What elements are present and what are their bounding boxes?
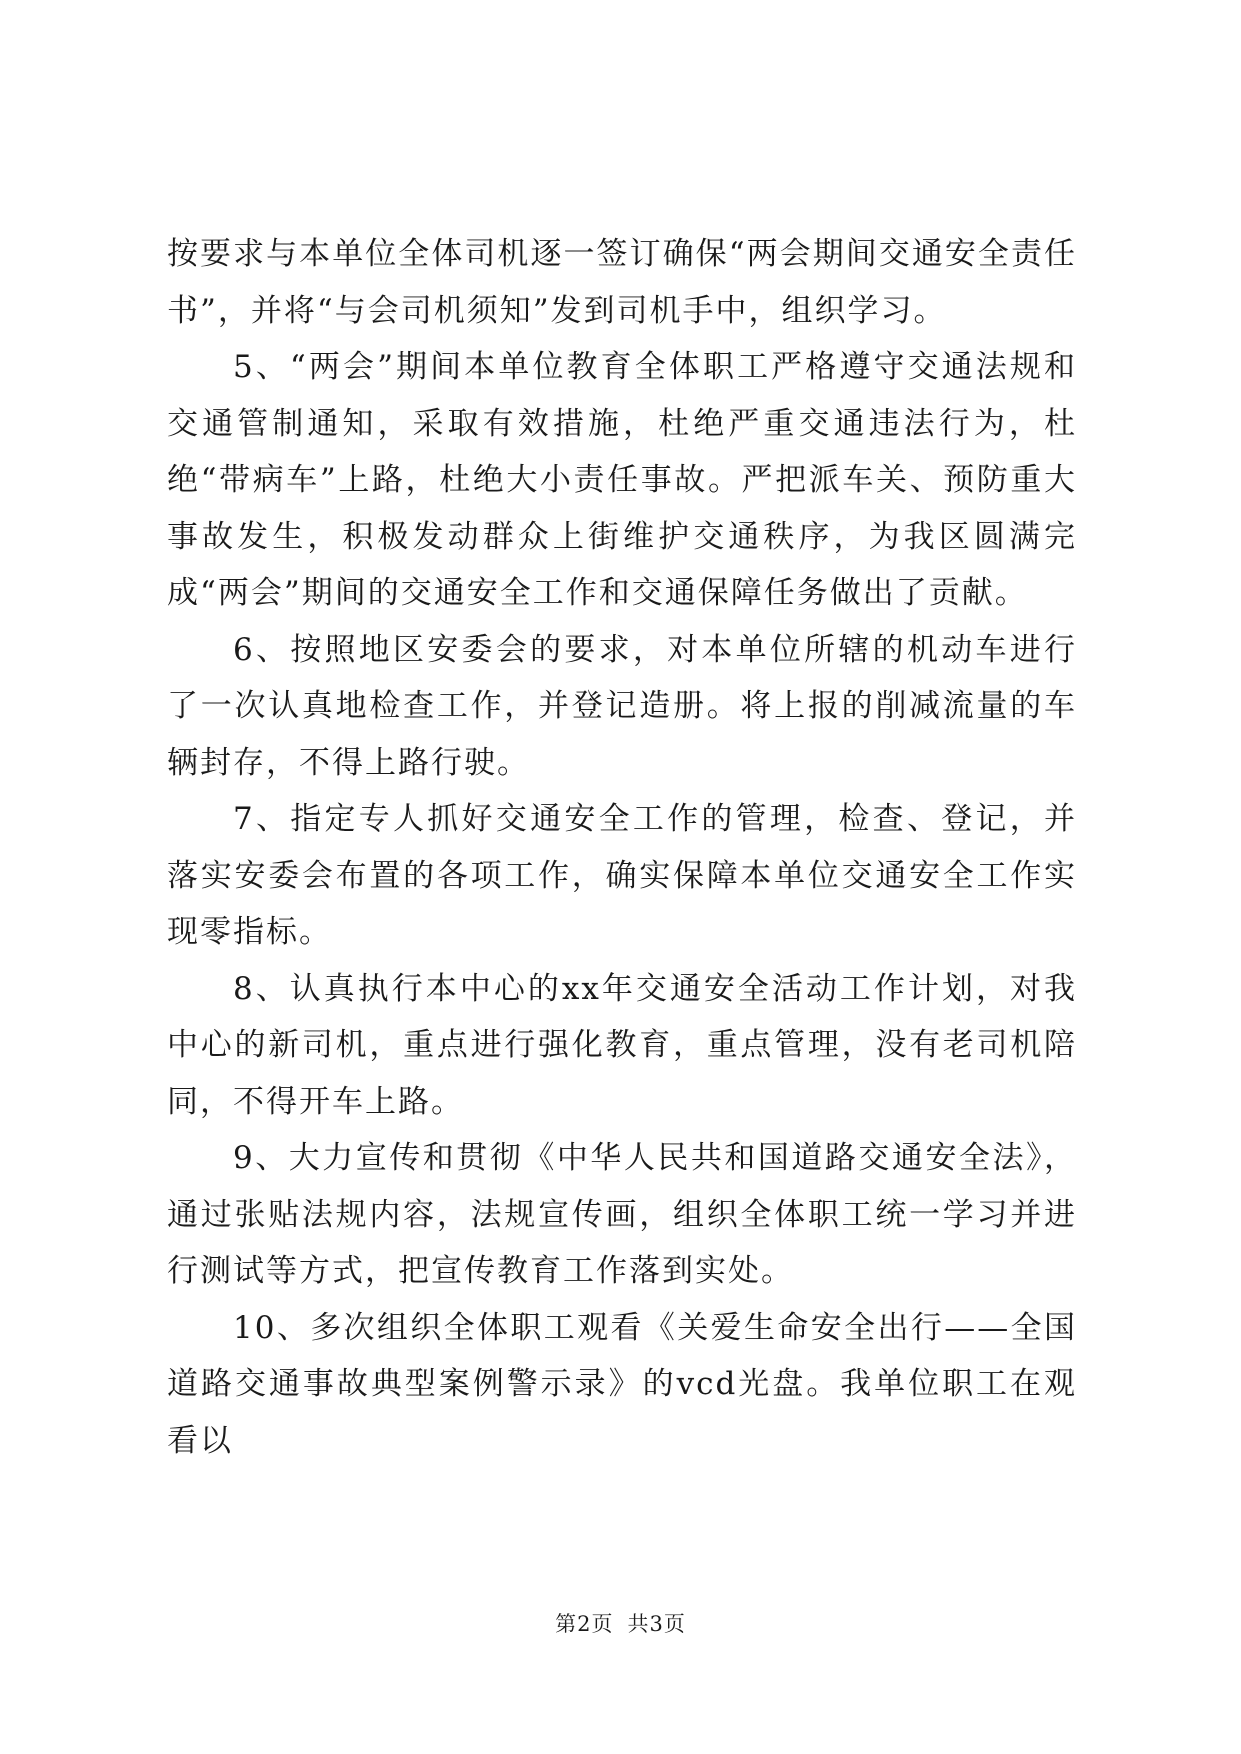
paragraph-item-5: 5、“两会”期间本单位教育全体职工严格遵守交通法规和交通管制通知，采取有效措施，杜绝严重交通违法行为，杜绝“带病车”上路，杜绝大小责任事故。严把派车关、预防重大事故发生，积极发动群众上街维护交通秩序，为我区圆满完成“两会”期间的交通安全工作和交通保障任务做出了贡献。 [167, 349, 1077, 611]
paragraph-item-8: 8、认真执行本中心的xx年交通安全活动工作计划，对我中心的新司机，重点进行强化教育，重点管理，没有老司机陪同，不得开车上路。 [167, 970, 1077, 1120]
paragraph-item-6: 6、按照地区安委会的要求，对本单位所辖的机动车进行了一次认真地检查工作，并登记造册。将上报的削减流量的车辆封存，不得上路行驶。 [167, 631, 1077, 781]
document-body [167, 226, 1077, 1469]
paragraph-item-10: 10、多次组织全体职工观看《关爱生命安全出行——全国道路交通事故典型案例警示录》的vcd光盘。我单位职工在观看以 [167, 1309, 1077, 1459]
page-footer [0, 1608, 1241, 1638]
page-total: 共3页 [627, 1612, 686, 1636]
paragraph-item-9: 9、大力宣传和贯彻《中华人民共和国道路交通安全法》，通过张贴法规内容，法规宣传画，组织全体职工统一学习并进行测试等方式，把宣传教育工作落到实处。 [167, 1140, 1077, 1289]
paragraph-item-7: 7、指定专人抓好交通安全工作的管理，检查、登记，并落实安委会布置的各项工作，确实保障本单位交通安全工作实现零指标。 [167, 801, 1077, 950]
page-number: 第2页 [555, 1612, 614, 1636]
paragraph-continuation: 按要求与本单位全体司机逐一签订确保“两会期间交通安全责任书”，并将“与会司机须知”发到司机手中，组织学习。 [167, 236, 1077, 329]
